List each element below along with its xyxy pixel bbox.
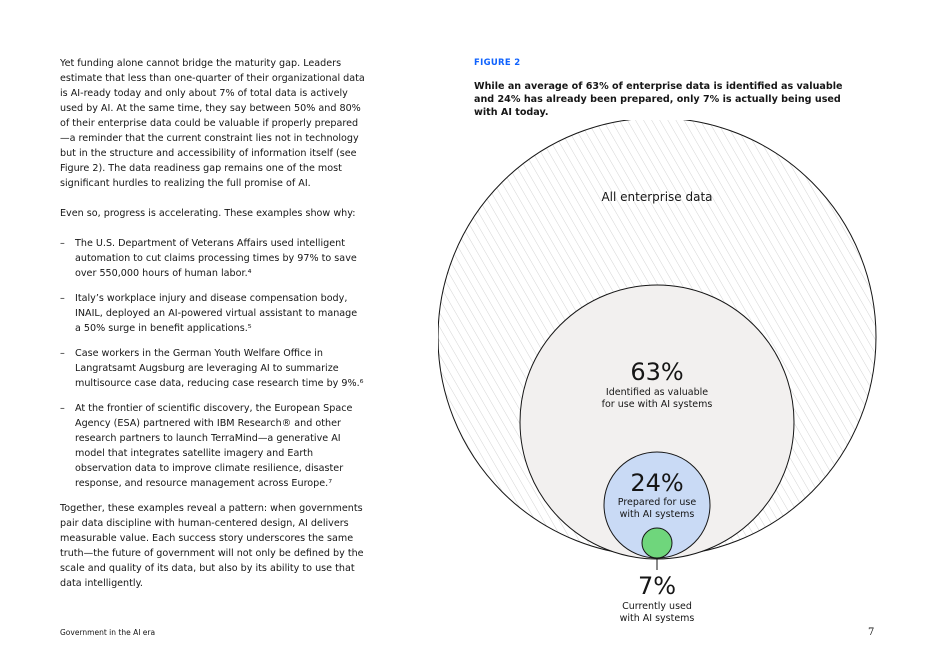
prepared-caption-line2: with AI systems	[619, 509, 695, 520]
nested-circles-diagram	[438, 120, 878, 630]
valuable-percent: 63%	[630, 358, 684, 386]
list-item: – The U.S. Department of Veterans Affairs used intelligent automation to cut claims processing times by 97% to save over 550,000 hours of human labor.⁴	[60, 236, 365, 281]
paragraph-1: Yet funding alone cannot bridge the maturity gap. Leaders estimate that less than one-quarter of their organizational data is AI-ready today and only about 7% of total data is actively used by AI. At the same time, they say between 50% and 80% of their enterprise data could be valuable if properly prepared—a reminder that the current constraint lies not in technology but in the structure and accessibility of information itself (see Figure 2). The data readiness gap remains one of the most significant hurdles to realizing the full promise of AI.	[60, 58, 365, 189]
figure-title: While an average of 63% of enterprise data is identified as valuable and 24% has already been prepared, only 7% is actually being used with AI today.	[474, 81, 843, 118]
prepared-caption-line1: Prepared for use	[617, 497, 697, 508]
footer-title: Government in the AI era	[60, 628, 156, 637]
used-caption-line2: with AI systems	[619, 613, 695, 624]
used-percent: 7%	[637, 572, 677, 600]
figure-label: FIGURE 2	[474, 58, 521, 68]
valuable-caption-line2: for use with AI systems	[601, 399, 713, 410]
all-data-label: All enterprise data	[601, 190, 713, 204]
paragraph-2: Even so, progress is accelerating. These examples show why:	[60, 208, 356, 219]
used-data-circle	[642, 528, 672, 558]
examples-list	[60, 236, 365, 491]
list-item: – Italy’s workplace injury and disease compensation body, INAIL, deployed an AI-powered virtual assistant to manage a 50% surge in benefit applications.⁵	[60, 291, 365, 336]
list-item: – At the frontier of scientific discovery, the European Space Agency (ESA) partnered with IBM Research® and other research partners to launch TerraMind—a generative AI model that integrates satellite imagery and Earth observation data to improve climate resilience, disaster response, and resource management across Europe.⁷	[60, 401, 365, 491]
paragraph-3: Together, these examples reveal a pattern: when governments pair data discipline with human-centered design, AI delivers measurable value. Each success story underscores the same truth—the future of government will not only be defined by the scale and quality of its data, but also by its ability to use that data intelligently.	[60, 503, 364, 589]
page-number: 7	[868, 627, 875, 638]
body-text	[60, 56, 365, 606]
list-item: – Case workers in the German Youth Welfare Office in Langratsamt Augsburg are leveraging AI to summarize multisource case data, reducing case research time by 9%.⁶	[60, 346, 365, 391]
used-caption-line1: Currently used	[622, 601, 692, 612]
valuable-caption-line1: Identified as valuable	[605, 387, 709, 398]
prepared-percent: 24%	[630, 469, 684, 497]
